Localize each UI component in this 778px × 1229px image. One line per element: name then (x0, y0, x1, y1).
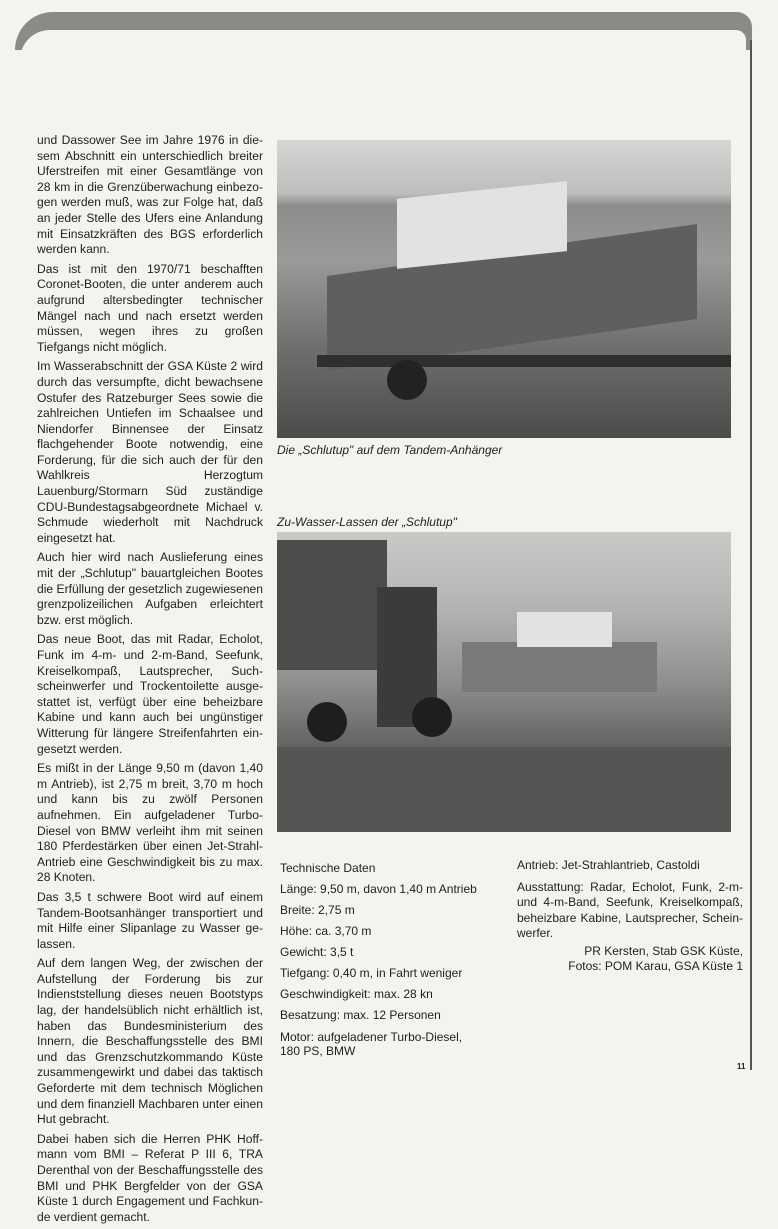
paragraph: Es mißt in der Länge 9,50 m (davon 1,40 m Antrieb), ist 2,75 m breit, 3,70 m hoch und kann bis zu zwölf Personen aufnehmen. Ein aufgeladener Turbo-Diesel von BMW verleiht ihm mit seinen 180 Pferdestärken über einen Jet-Strahl-Antrieb eine Geschwindigkeit bis zu max. 28 Knoten. (37, 761, 263, 885)
tech-item: Höhe: ca. 3,70 m (280, 924, 372, 938)
paragraph: Das ist mit den 1970/71 beschafften Coronet-Booten, die unter anderem auch aufgrund altersbedingter technischer Mängel nach und nach ersetzt werden müssen, wegen ihres zu großen Tiefgangs nicht möglich. (37, 261, 263, 354)
tech-ausstattung: Ausstattung: Radar, Echolot, Funk, 2-m- und 4-m-Band, Seefunk, Kreiselkompaß, beheizbare Kabine, Lautsprecher, Scheinwerfer. (517, 879, 743, 940)
article-column (37, 133, 263, 1229)
paragraph: Im Wasserabschnitt der GSA Küste 2 wird durch das versumpfte, dicht bewachsene Ostufer des Ratzeburger Sees sowie die zahlreichen Untiefen im Schaalsee und Niendorfer Binnensee der Einsatz flachgehender Boote notwendig, eine Forderung, für die sich auch der für den Wahlkreis Herzogtum Lauenburg/Stormarn Süd zuständige CDU-Bundestagsabgeordnete Michael v. Schmude wiederholt mit Nachdruck eingesetzt hat. (37, 359, 263, 545)
paragraph: und Dassower See im Jahre 1976 in diesem Abschnitt ein unterschiedlich breiter Uferstreifen mit einer Gesamtlänge von 28 km in die Grenzüberwachung einbezogen werden muß, was zur Folge hat, daß an jeder Stelle des Ufers eine Anlandung mit Einsatzkräften des BGS erforderlich werden kann. (37, 133, 263, 257)
tech-item: Tiefgang: 0,40 m, in Fahrt weniger (280, 966, 463, 980)
paragraph: Das neue Boot, das mit Radar, Echolot, Funk im 4-m- und 2-m-Band, Seefunk, Kreiselkompaß, Lautsprecher, Suchscheinwerfer und Trockentoilette ausgestattet ist, verfügt über eine beheizbare Kabine und kann auch bei ungünstiger Witterung für längere Streifenfahrten eingesetzt werden. (37, 632, 263, 756)
boat-on-trailer-photo (277, 140, 731, 438)
boat-launch-photo (277, 532, 731, 832)
right-rule (750, 40, 752, 1070)
paragraph: Auf dem langen Weg, der zwischen der Aufstellung der Forderung bis zur Indienststellung dieses neuen Bootstyps lag, der handelsüblich nicht erhältlich ist, haben das Bundesministerium des Innern, die Beschaffungsstelle des BMI und das Grenzschutzkommando Küste zusammengewirkt und dabei das taktisch Geforderte mit dem technisch Möglichen und dem finanziell Machbaren unter einen Hut gebracht. (37, 956, 263, 1127)
technical-data (280, 858, 477, 1058)
paragraph: Auch hier wird nach Auslieferung eines mit der „Schlutup" bauartgleichen Bootes die Erfüllung der gesetzlich zugewiesenen grenzpolizeilichen Aufgaben erleichtert bzw. erst möglich. (37, 550, 263, 627)
photo1-caption: Die „Schlutup" auf dem Tandem-Anhänger (277, 443, 503, 457)
author-credit: PR Kersten, Stab GSK Küste, (584, 943, 743, 958)
tech-item: Geschwindigkeit: max. 28 kn (280, 987, 433, 1001)
paragraph: Das 3,5 t schwere Boot wird auf einem Tandem-Bootsanhänger transportiert und mit Hilfe einer Slipanlage zu Wasser gelassen. (37, 889, 263, 951)
header-frame (20, 30, 746, 60)
tech-item: Besatzung: max. 12 Personen (280, 1008, 441, 1022)
tech-motor: Motor: aufgeladener Turbo-Diesel, (280, 1030, 463, 1044)
tech-continued (517, 858, 743, 975)
tech-antrieb: Antrieb: Jet-Strahlantrieb, Castoldi (517, 858, 700, 872)
photo2-caption: Zu-Wasser-Lassen der „Schlutup" (277, 515, 457, 529)
paragraph: Dabei haben sich die Herren PHK Hoffmann vom BMI – Referat P III 6, TRA Derenthal von der Beschaffungsstelle des BMI und PHK Bergfelder von der GSA Küste 1 durch Engagement und Fachkunde verdient gemacht. (37, 1131, 263, 1224)
tech-item: Breite: 2,75 m (280, 903, 355, 917)
photo-credit: Fotos: POM Karau, GSA Küste 1 (568, 959, 743, 973)
tech-item: Gewicht: 3,5 t (280, 945, 354, 959)
page-number: 11 (737, 1062, 746, 1071)
tech-motor-cont: 180 PS, BMW (280, 1044, 356, 1058)
tech-item: Länge: 9,50 m, davon 1,40 m Antrieb (280, 882, 477, 896)
tech-title: Technische Daten (280, 861, 376, 875)
